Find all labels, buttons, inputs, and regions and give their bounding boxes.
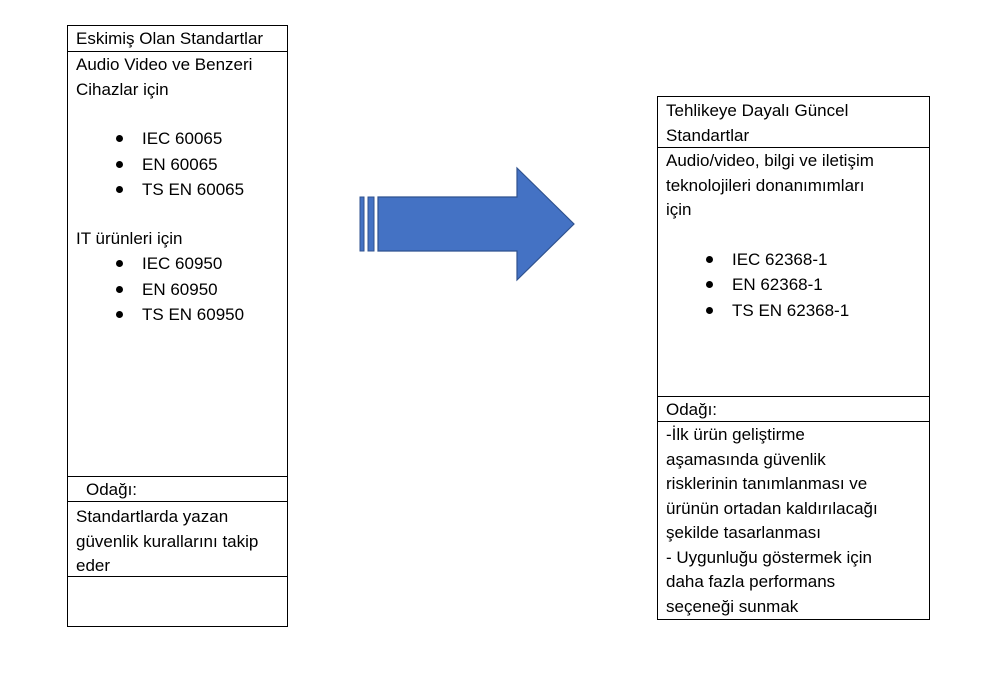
bullet-icon (116, 286, 123, 293)
current-standards-list (666, 247, 921, 324)
bullet-icon (116, 161, 123, 168)
legacy-standards-title: Eskimiş Olan Standartlar (68, 26, 287, 52)
legacy-focus-label: Odağı: (68, 477, 287, 502)
list-item: IEC 60065 (76, 126, 279, 152)
current-heading: Audio/video, bilgi ve iletişim teknolojileri donanımımları için (666, 151, 874, 219)
list-item: EN 60950 (76, 277, 279, 303)
av-heading: Audio Video ve Benzeri Cihazlar için (76, 55, 253, 99)
transition-arrow (350, 160, 580, 290)
bullet-icon (706, 281, 713, 288)
current-focus-content: -İlk ürün geliştirme aşamasında güvenlik risklerinin tanımlanması ve ürünün ortadan kaldırılacağı şekilde tasarlanması - Uygunluğu göstermek için daha fazla performans seçeneği sunmak (666, 425, 878, 616)
current-standards-content (658, 148, 929, 397)
bullet-icon (706, 256, 713, 263)
legacy-focus-content: Standartlarda yazan güvenlik kurallarını takip eder (68, 502, 287, 577)
current-standards-title: Tehlikeye Dayalı Güncel Standartlar (658, 97, 929, 148)
current-focus-label: Odağı: (658, 397, 929, 422)
list-item: EN 60065 (76, 152, 279, 178)
bullet-icon (116, 186, 123, 193)
bullet-icon (116, 135, 123, 142)
list-item: EN 62368-1 (666, 272, 921, 298)
legacy-standards-box (67, 25, 288, 627)
legacy-empty-cell (68, 577, 287, 626)
bullet-icon (116, 311, 123, 318)
it-standards-list (76, 251, 279, 328)
bullet-icon (116, 260, 123, 267)
list-item: IEC 60950 (76, 251, 279, 277)
list-item: TS EN 60065 (76, 177, 279, 203)
right-arrow-icon (350, 160, 580, 290)
av-standards-list (76, 126, 279, 203)
bullet-icon (706, 307, 713, 314)
list-item: TS EN 62368-1 (666, 298, 921, 324)
it-heading: IT ürünleri için (76, 228, 183, 248)
current-standards-box (657, 96, 930, 620)
list-item: TS EN 60950 (76, 302, 279, 328)
legacy-standards-content (68, 52, 287, 477)
list-item: IEC 62368-1 (666, 247, 921, 273)
